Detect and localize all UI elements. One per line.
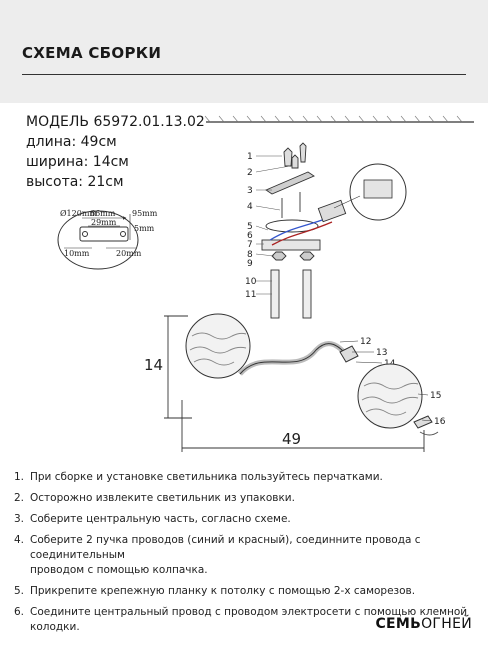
instruction-item (14, 512, 480, 527)
part-label-7: 7 (247, 240, 253, 250)
dim-20: 20mm (116, 249, 142, 258)
header-divider (22, 74, 466, 75)
ceiling-hatch (205, 116, 474, 122)
brand-logo-part2: ОГНЕЙ (421, 616, 472, 632)
instruction-text: Соберите центральную часть, согласно схеме. (30, 513, 291, 525)
part-label-16: 16 (434, 417, 446, 427)
assembled-lamp (186, 314, 438, 435)
part-label-8: 8 (247, 250, 253, 260)
exploded-parts (262, 143, 346, 318)
instruction-text: При сборке и установке светильника пользуйтесь перчатками. (30, 471, 383, 483)
instruction-item (14, 584, 480, 599)
dim-10: 10mm (64, 249, 90, 258)
dim-29: 29mm (91, 218, 117, 227)
part-label-9: 9 (247, 259, 253, 269)
part-label-4: 4 (247, 202, 253, 212)
instruction-text: Соедините центральный провод с проводом электросети с помощью клемной колодки. (30, 606, 468, 633)
instruction-item (14, 491, 480, 506)
instruction-number: 1. (14, 471, 25, 483)
spec-height: высота: 21см (26, 174, 124, 190)
instruction-text: Прикрепите крепежную планку к потолку с помощью 2-х саморезов. (30, 585, 416, 597)
dimension-width: 14 (144, 356, 164, 374)
part-label-5: 5 (247, 222, 253, 232)
brand-logo (375, 616, 472, 632)
instruction-number: 3. (14, 513, 25, 525)
dim-5: 5mm (134, 224, 155, 233)
model-number: МОДЕЛЬ 65972.01.13.02 (26, 114, 205, 130)
part-label-11: 11 (245, 290, 257, 300)
part-label-12: 12 (360, 337, 372, 347)
dimension-length: 49 (282, 430, 302, 448)
dim-95: 95mm (132, 209, 158, 218)
spec-length: длина: 49см (26, 134, 117, 150)
page-title: СХЕМА СБОРКИ (22, 44, 162, 62)
header-band (0, 0, 488, 103)
part-label-13: 13 (376, 348, 388, 358)
instruction-item (14, 470, 480, 485)
instruction-number: 6. (14, 606, 25, 618)
assembly-diagram (0, 100, 488, 470)
instruction-number: 4. (14, 534, 25, 546)
spec-width: ширина: 14см (26, 154, 129, 170)
instruction-number: 2. (14, 492, 25, 504)
dim-66: 66mm (90, 209, 116, 218)
instruction-number: 5. (14, 585, 25, 597)
instruction-item (14, 533, 480, 578)
part-label-1: 1 (247, 152, 253, 162)
part-label-6: 6 (247, 231, 253, 241)
part-label-3: 3 (247, 186, 253, 196)
instruction-text: Соберите 2 пучка проводов (синий и красный), соединните провода с соединительным проводом с помощью колпачка. (30, 534, 421, 576)
part-label-15: 15 (430, 391, 442, 401)
part-label-10: 10 (245, 277, 257, 287)
instruction-text: Осторожно извлеките светильник из упаковки. (30, 492, 295, 504)
assembly-drawing (0, 100, 488, 470)
part-label-2: 2 (247, 168, 253, 178)
dim-diameter: Ø120mm (60, 209, 97, 218)
brand-logo-part1: СЕМЬ (375, 616, 422, 632)
